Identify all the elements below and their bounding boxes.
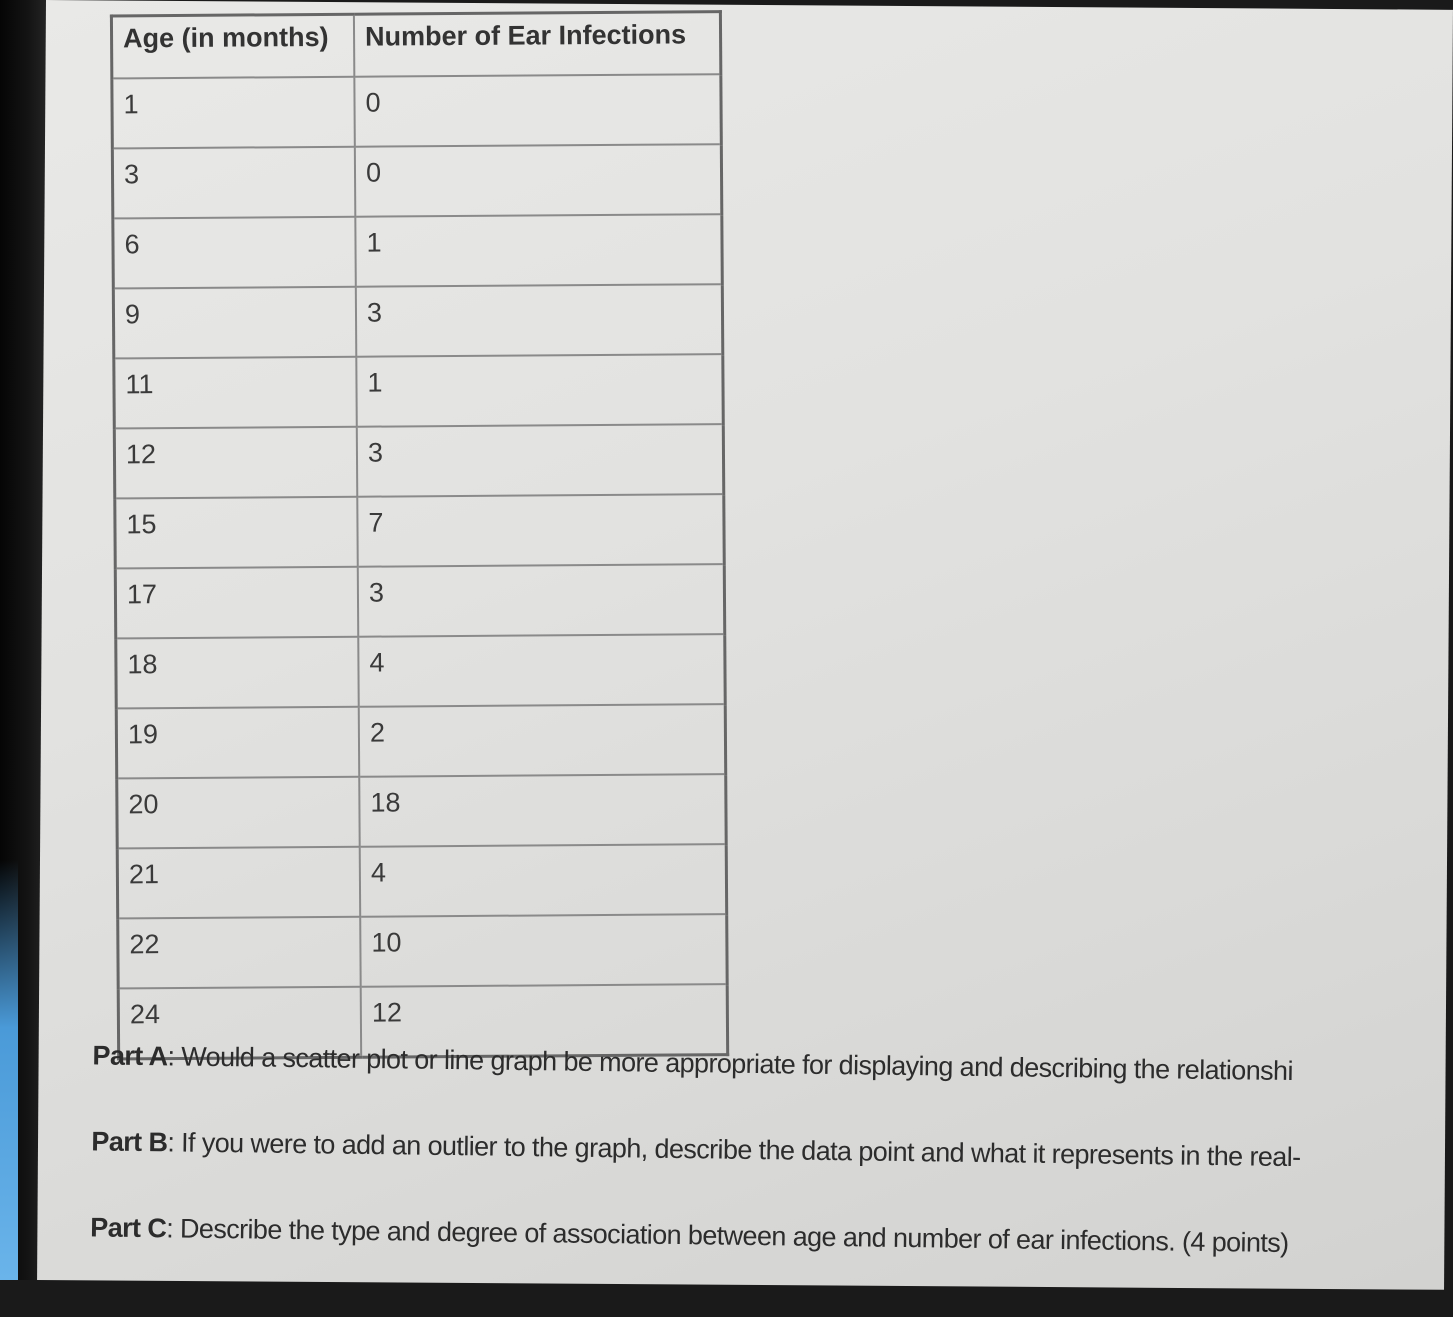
age-cell: 17 (115, 567, 358, 639)
age-cell: 15 (115, 497, 358, 569)
age-cell: 3 (112, 147, 355, 219)
table-row (117, 774, 726, 848)
age-cell: 9 (113, 287, 356, 359)
infections-cell: 4 (360, 844, 727, 917)
age-cell: 20 (117, 777, 360, 849)
age-cell: 1 (112, 77, 355, 149)
infections-cell: 3 (357, 424, 724, 497)
age-cell: 12 (114, 427, 357, 499)
table-row (116, 634, 725, 708)
age-cell: 22 (118, 917, 361, 989)
table-row (114, 354, 723, 428)
infections-cell: 3 (356, 284, 723, 357)
question-text: : Describe the type and degree of association between age and number of ear infections. (4 points) (166, 1213, 1289, 1259)
infections-cell: 1 (355, 214, 722, 287)
table-row (114, 424, 723, 498)
table-row (113, 284, 722, 358)
age-cell: 6 (113, 217, 356, 289)
column-header-infections: Number of Ear Infections (354, 12, 721, 77)
table-row (112, 144, 721, 218)
question-text: : If you were to add an outlier to the graph, describe the data point and what it represents in the real- (167, 1127, 1301, 1173)
infections-cell: 10 (360, 914, 727, 987)
table-header-row (111, 12, 720, 79)
blue-glow (0, 860, 18, 1280)
table-row (115, 494, 724, 568)
question-label: Part C (90, 1212, 167, 1244)
worksheet-page (37, 0, 1453, 1290)
infections-cell: 1 (356, 354, 723, 427)
table-row (116, 704, 725, 778)
table-row (117, 844, 726, 918)
table-row (118, 914, 727, 988)
age-cell: 24 (118, 987, 361, 1059)
table-row (112, 74, 721, 148)
question-label: Part B (91, 1126, 168, 1158)
table-row (115, 564, 724, 638)
question-label: Part A (92, 1040, 168, 1072)
ear-infections-table (110, 10, 729, 1060)
question-text: : Would a scatter plot or line graph be more appropriate for displaying and describing the relationshi (167, 1041, 1294, 1087)
age-cell: 21 (117, 847, 360, 919)
infections-cell: 0 (354, 74, 721, 147)
infections-cell: 4 (358, 634, 725, 707)
infections-cell: 7 (357, 494, 724, 567)
infections-cell: 0 (355, 144, 722, 217)
table-row (113, 214, 722, 288)
infections-cell: 2 (359, 704, 726, 777)
infections-cell: 12 (361, 984, 728, 1057)
age-cell: 18 (116, 637, 359, 709)
question-part-c (89, 1212, 1453, 1316)
column-header-age: Age (in months) (111, 14, 354, 78)
infections-cell: 3 (358, 564, 725, 637)
age-cell: 19 (116, 707, 359, 779)
age-cell: 11 (114, 357, 357, 429)
questions-section (89, 1040, 1453, 1316)
infections-cell: 18 (359, 774, 726, 847)
